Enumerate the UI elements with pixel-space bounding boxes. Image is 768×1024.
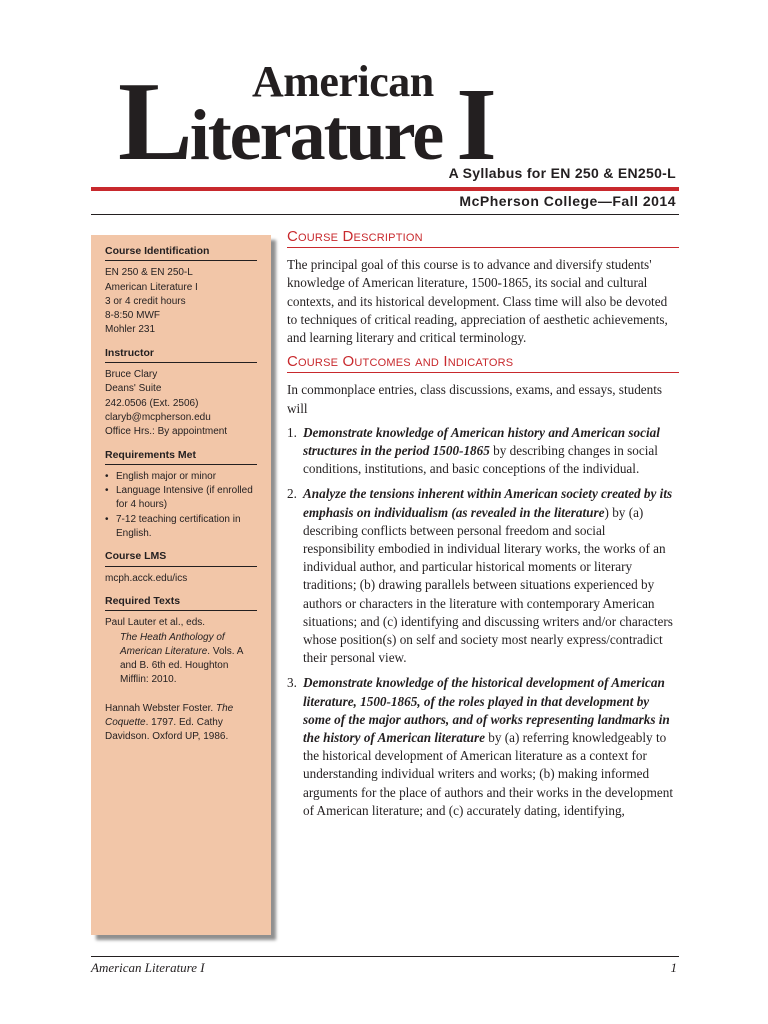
office-hours: Office Hrs.: By appointment	[105, 426, 228, 438]
text-reference	[105, 616, 257, 687]
requirements-met	[105, 448, 257, 542]
credit-hours: 3 or 4 credit hours	[105, 295, 186, 307]
instructor-heading: Instructor	[105, 346, 257, 363]
course-code: EN 250 & EN 250-L	[105, 267, 193, 279]
reference-author: Hannah Webster Foster.	[105, 702, 216, 714]
course-description-heading: Course Description	[287, 228, 679, 248]
reference-editors: Paul Lauter et al., eds.	[105, 617, 206, 629]
requirements-heading: Requirements Met	[105, 448, 257, 465]
instructor-name: Bruce Clary	[105, 369, 158, 381]
outcome-emphasis: Demonstrate knowledge of the historical development of American literature, 1500-1865, of the roles played in that development by some of the major authors, and of works representing landmarks in the history of American literature	[303, 675, 670, 746]
outcome-text: by describing changes in social conditions, institutions, and basic conceptions of the individual.	[303, 443, 658, 477]
outcome-emphasis: Analyze the tensions inherent within American society created by its emphasis on individualism (as revealed in the literature	[303, 486, 673, 520]
requirement-item: • English major or minor	[105, 470, 257, 484]
outcomes-intro: In commonplace entries, class discussions, exams, and essays, students will	[287, 382, 663, 416]
course-identification-heading: Course Identification	[105, 244, 257, 261]
outcome-text: by (a) referring knowledgeably to the historical development of American literature as a context for understanding individual writers and works; (b) making informed arguments for the place of authors and their works in the development of American literature; and (c) accurately dating, identifying,	[303, 730, 673, 818]
instructor-info	[105, 346, 257, 440]
outcome-number: 3.	[287, 675, 297, 691]
masthead-numeral: I	[456, 67, 497, 182]
outcome-emphasis: Demonstrate knowledge of American history and American social structures in the period 1500-1865	[303, 424, 660, 459]
course-lms	[105, 549, 257, 586]
masthead-rest: iterature	[189, 95, 443, 175]
outcome-bracket: )	[604, 504, 609, 520]
lms-heading: Course LMS	[105, 549, 257, 566]
course-identification	[105, 244, 257, 338]
outcome-item	[287, 485, 679, 667]
reference-details: . 1797. Ed. Cathy Davidson. Oxford UP, 1986.	[105, 717, 229, 743]
requirement-item: • 7-12 teaching certification in English.	[105, 513, 257, 542]
thin-divider	[91, 214, 679, 215]
outcomes-heading: Course Outcomes and Indicators	[287, 353, 679, 373]
syllabus-subtitle: A Syllabus for EN 250 & EN250-L	[448, 165, 676, 181]
red-divider	[91, 187, 679, 191]
college-term: McPherson College—Fall 2014	[459, 193, 676, 209]
lms-link[interactable]: mcph.acck.edu/ics	[105, 572, 188, 584]
footer-course-name: American Literature I	[91, 960, 205, 975]
instructor-phone: 242.0506 (Ext. 2506)	[105, 397, 199, 409]
instructor-office: Deans' Suite	[105, 383, 162, 395]
outcome-text: by (a) describing conflicts between personal freedom and social responsibility embodied in individual literary works, the works of an individual author, and particular historical moments or literary traditions; (b) drawing parallels between situations experienced by authors or characters in the literature with contemporary American situations; and (c) identifying and discussing writers and/or characters whose position(s) on self and society most nearly express/contradict their personal view.	[303, 504, 673, 666]
footer-divider	[91, 956, 679, 957]
reference-title: The Coquette	[105, 702, 234, 729]
masthead-initial: L	[118, 60, 190, 184]
reference-title: The Heath Anthology of American Literature	[120, 631, 225, 657]
page-number: 1	[670, 960, 677, 975]
meeting-time: 8-8:50 MWF	[105, 310, 161, 322]
reference-details: . Vols. A and B. 6th ed. Houghton Mifflin: 2010.	[120, 645, 243, 686]
required-texts-heading: Required Texts	[105, 594, 257, 611]
text-reference	[105, 702, 257, 745]
course-title: American Literature I	[105, 281, 198, 293]
course-info-sidebar	[91, 235, 271, 935]
outcome-item	[287, 674, 679, 820]
outcome-number: 2.	[287, 486, 297, 502]
instructor-email[interactable]: claryb@mcpherson.edu	[105, 411, 211, 423]
outcome-item	[287, 424, 679, 479]
room: Mohler 231	[105, 324, 156, 336]
requirement-item: • Language Intensive (if enrolled for 4 hours)	[105, 484, 257, 513]
course-description-text: The principal goal of this course is to advance and diversify students' knowledge of American literature, 1500-1865, its social and cultural contexts, and its historical development. Class time will also be devoted to techniques of critical reading, appreciation of aesthetic achievements, and learning literary and critical terminology.	[287, 257, 668, 346]
outcome-number: 1.	[287, 424, 297, 440]
masthead-american: American	[252, 57, 434, 106]
masthead-title	[118, 60, 497, 184]
main-content	[287, 228, 679, 827]
required-texts	[105, 594, 257, 745]
